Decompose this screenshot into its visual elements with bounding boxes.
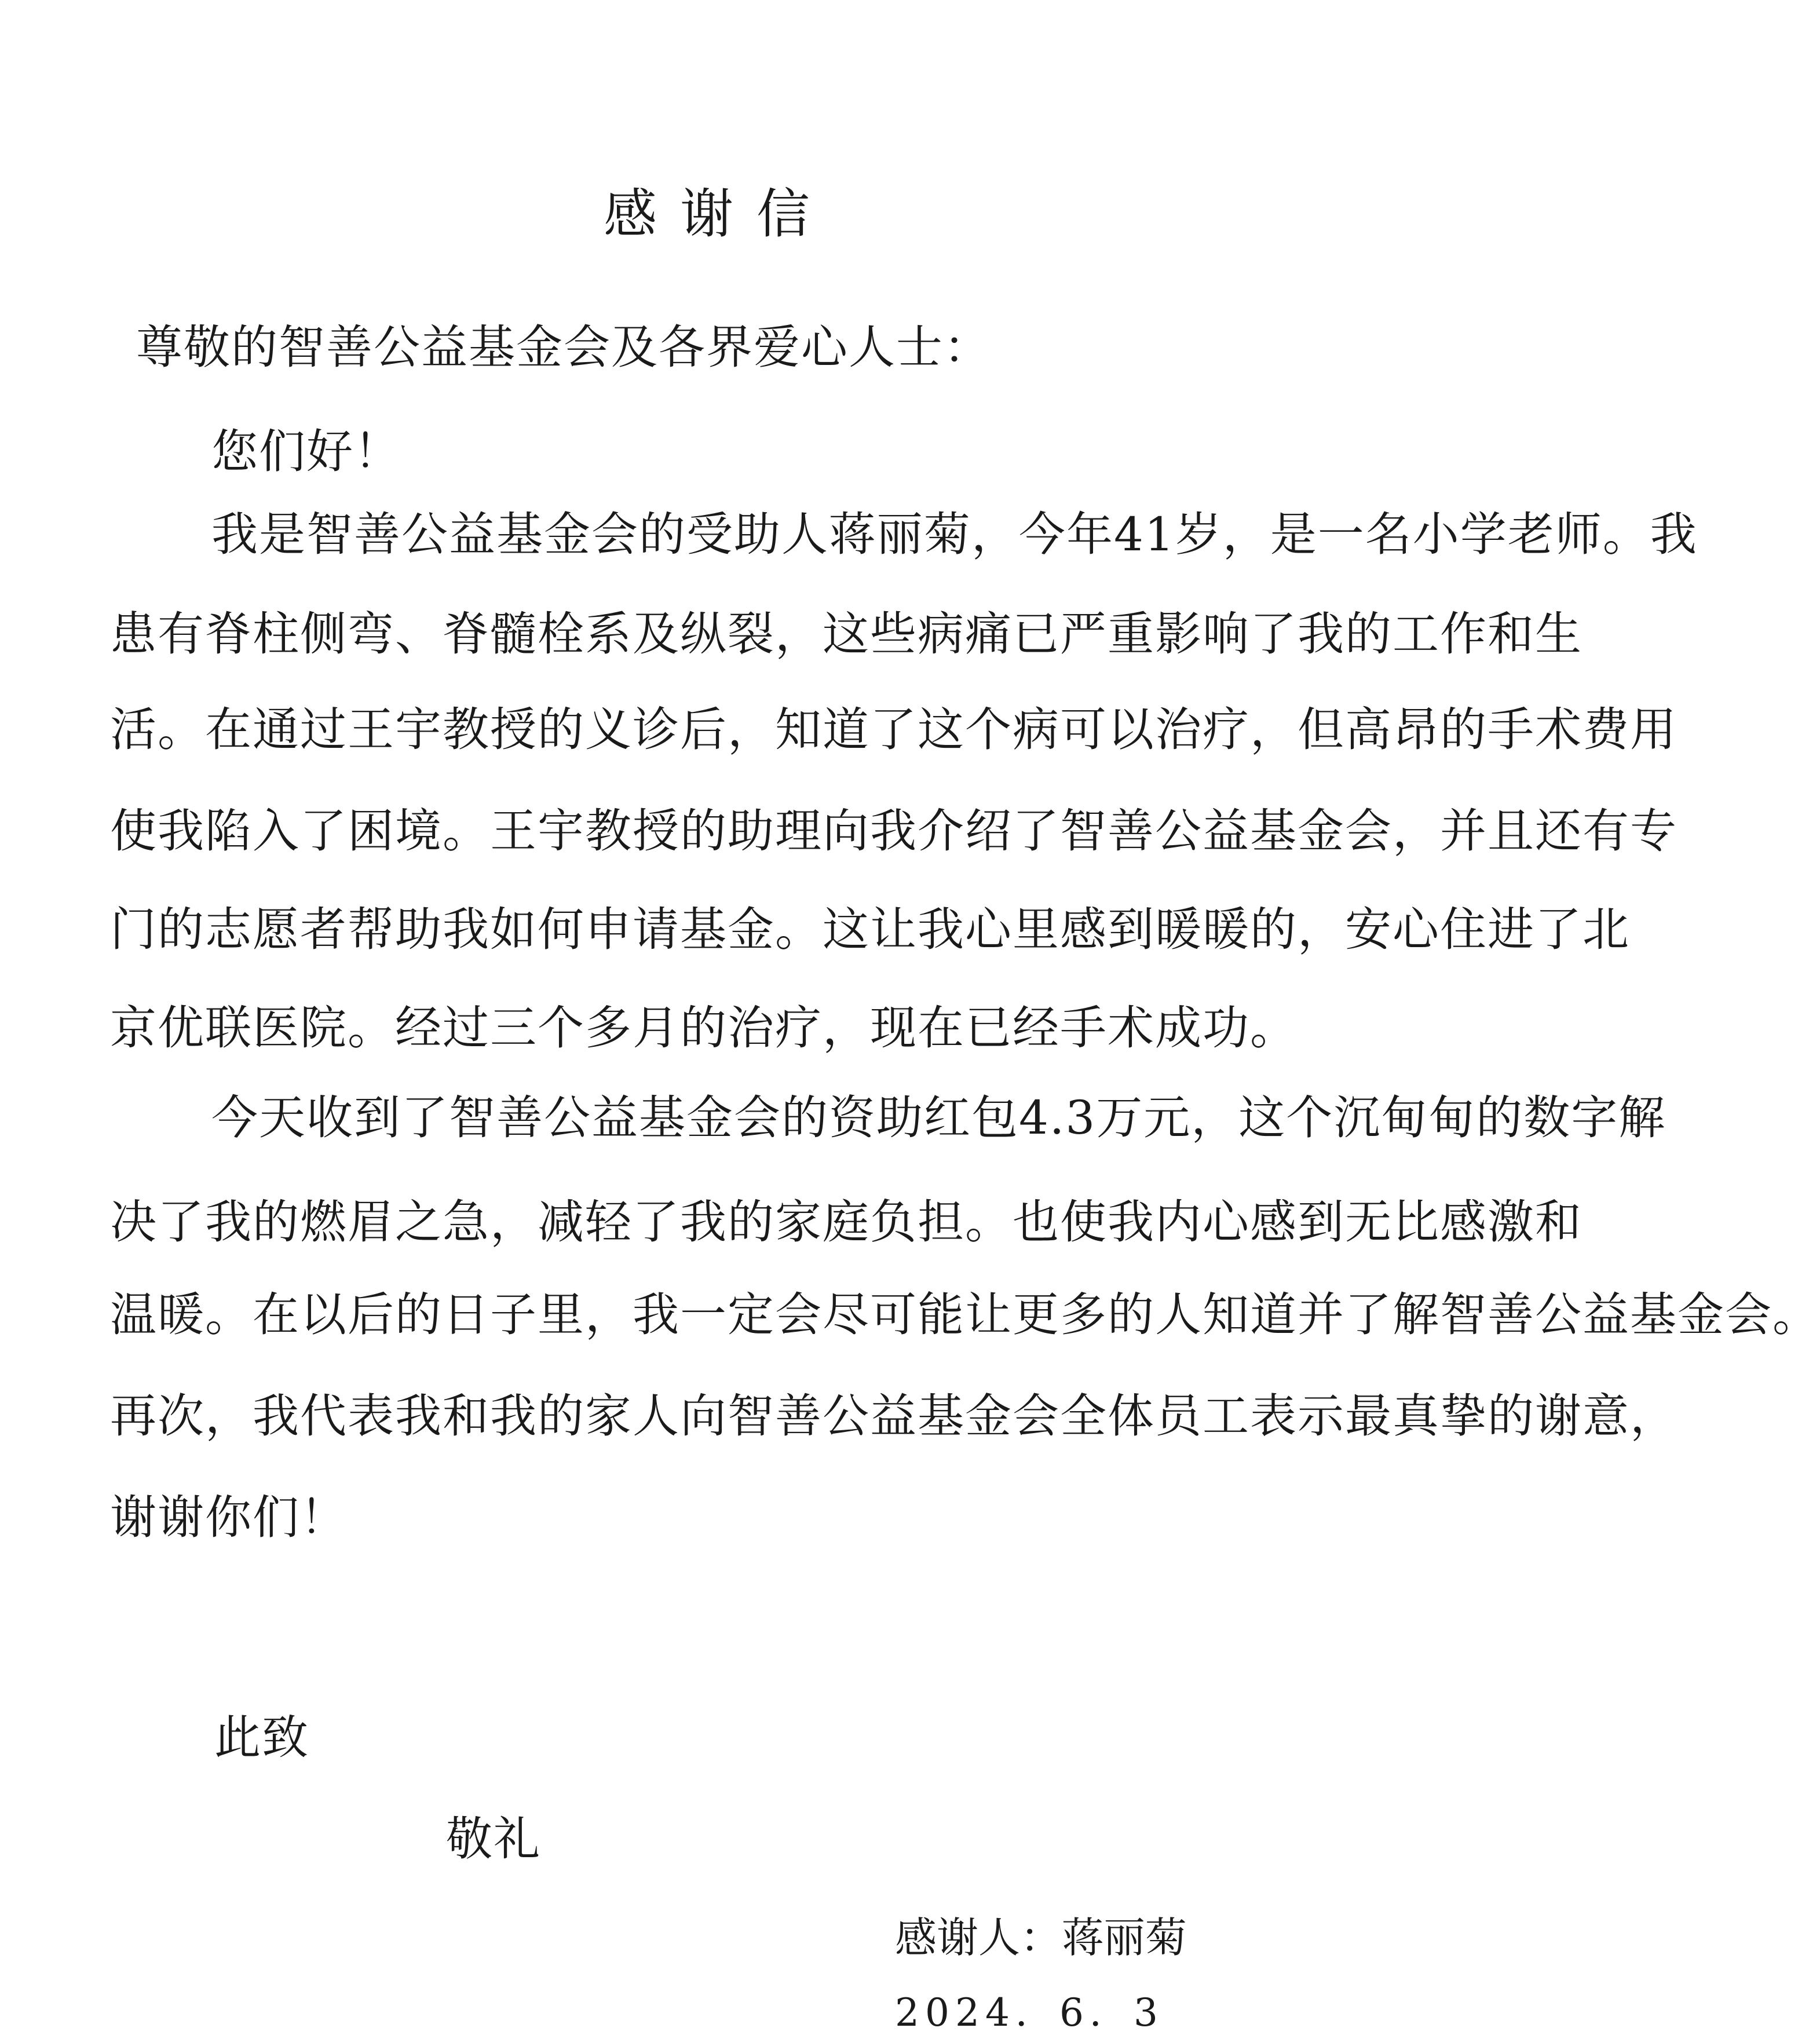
greeting: 您们好！ <box>211 425 401 478</box>
signature-label: 感谢人： <box>895 1913 1062 1962</box>
body-line-5: 门的志愿者帮助我如何申请基金。这让我心里感到暖暖的，安心住进了北 <box>110 903 1630 956</box>
body-line-10: 再次，我代表我和我的家人向智善公益基金会全体员工表示最真挚的谢意， <box>110 1389 1678 1443</box>
letter-title: 感谢信 <box>603 183 833 245</box>
body-line-1: 我是智善公益基金会的受助人蒋丽菊，今年41岁，是一名小学老师。我 <box>211 507 1698 561</box>
body-line-11: 谢谢你们！ <box>110 1490 348 1544</box>
salutation: 尊敬的智善公益基金会及各界爱心人士： <box>136 320 991 374</box>
body-line-7: 今天收到了智善公益基金会的资助红包4.3万元，这个沉甸甸的数字解 <box>211 1091 1666 1145</box>
body-line-3: 活。在通过王宇教授的义诊后，知道了这个病可以治疗，但高昂的手术费用 <box>110 703 1678 757</box>
letter-date: 2024．6．3 <box>895 1990 1164 2035</box>
closing-line-1: 此致 <box>214 1711 309 1764</box>
body-line-2: 患有脊柱侧弯、脊髓栓系及纵裂，这些病痛已严重影响了我的工作和生 <box>110 607 1583 661</box>
body-line-6: 京优联医院。经过三个多月的治疗，现在已经手术成功。 <box>110 1001 1298 1055</box>
signature-block <box>895 1909 1187 1967</box>
signature-name: 蒋丽菊 <box>1062 1913 1187 1962</box>
body-line-4: 使我陷入了困境。王宇教授的助理向我介绍了智善公益基金会，并且还有专 <box>110 804 1678 858</box>
body-line-8: 决了我的燃眉之急，减轻了我的家庭负担。也使我内心感到无比感激和 <box>110 1195 1583 1249</box>
closing-line-2: 敬礼 <box>446 1812 541 1866</box>
body-line-9: 温暖。在以后的日子里，我一定会尽可能让更多的人知道并了解智善公益基金会。 <box>110 1288 1820 1342</box>
